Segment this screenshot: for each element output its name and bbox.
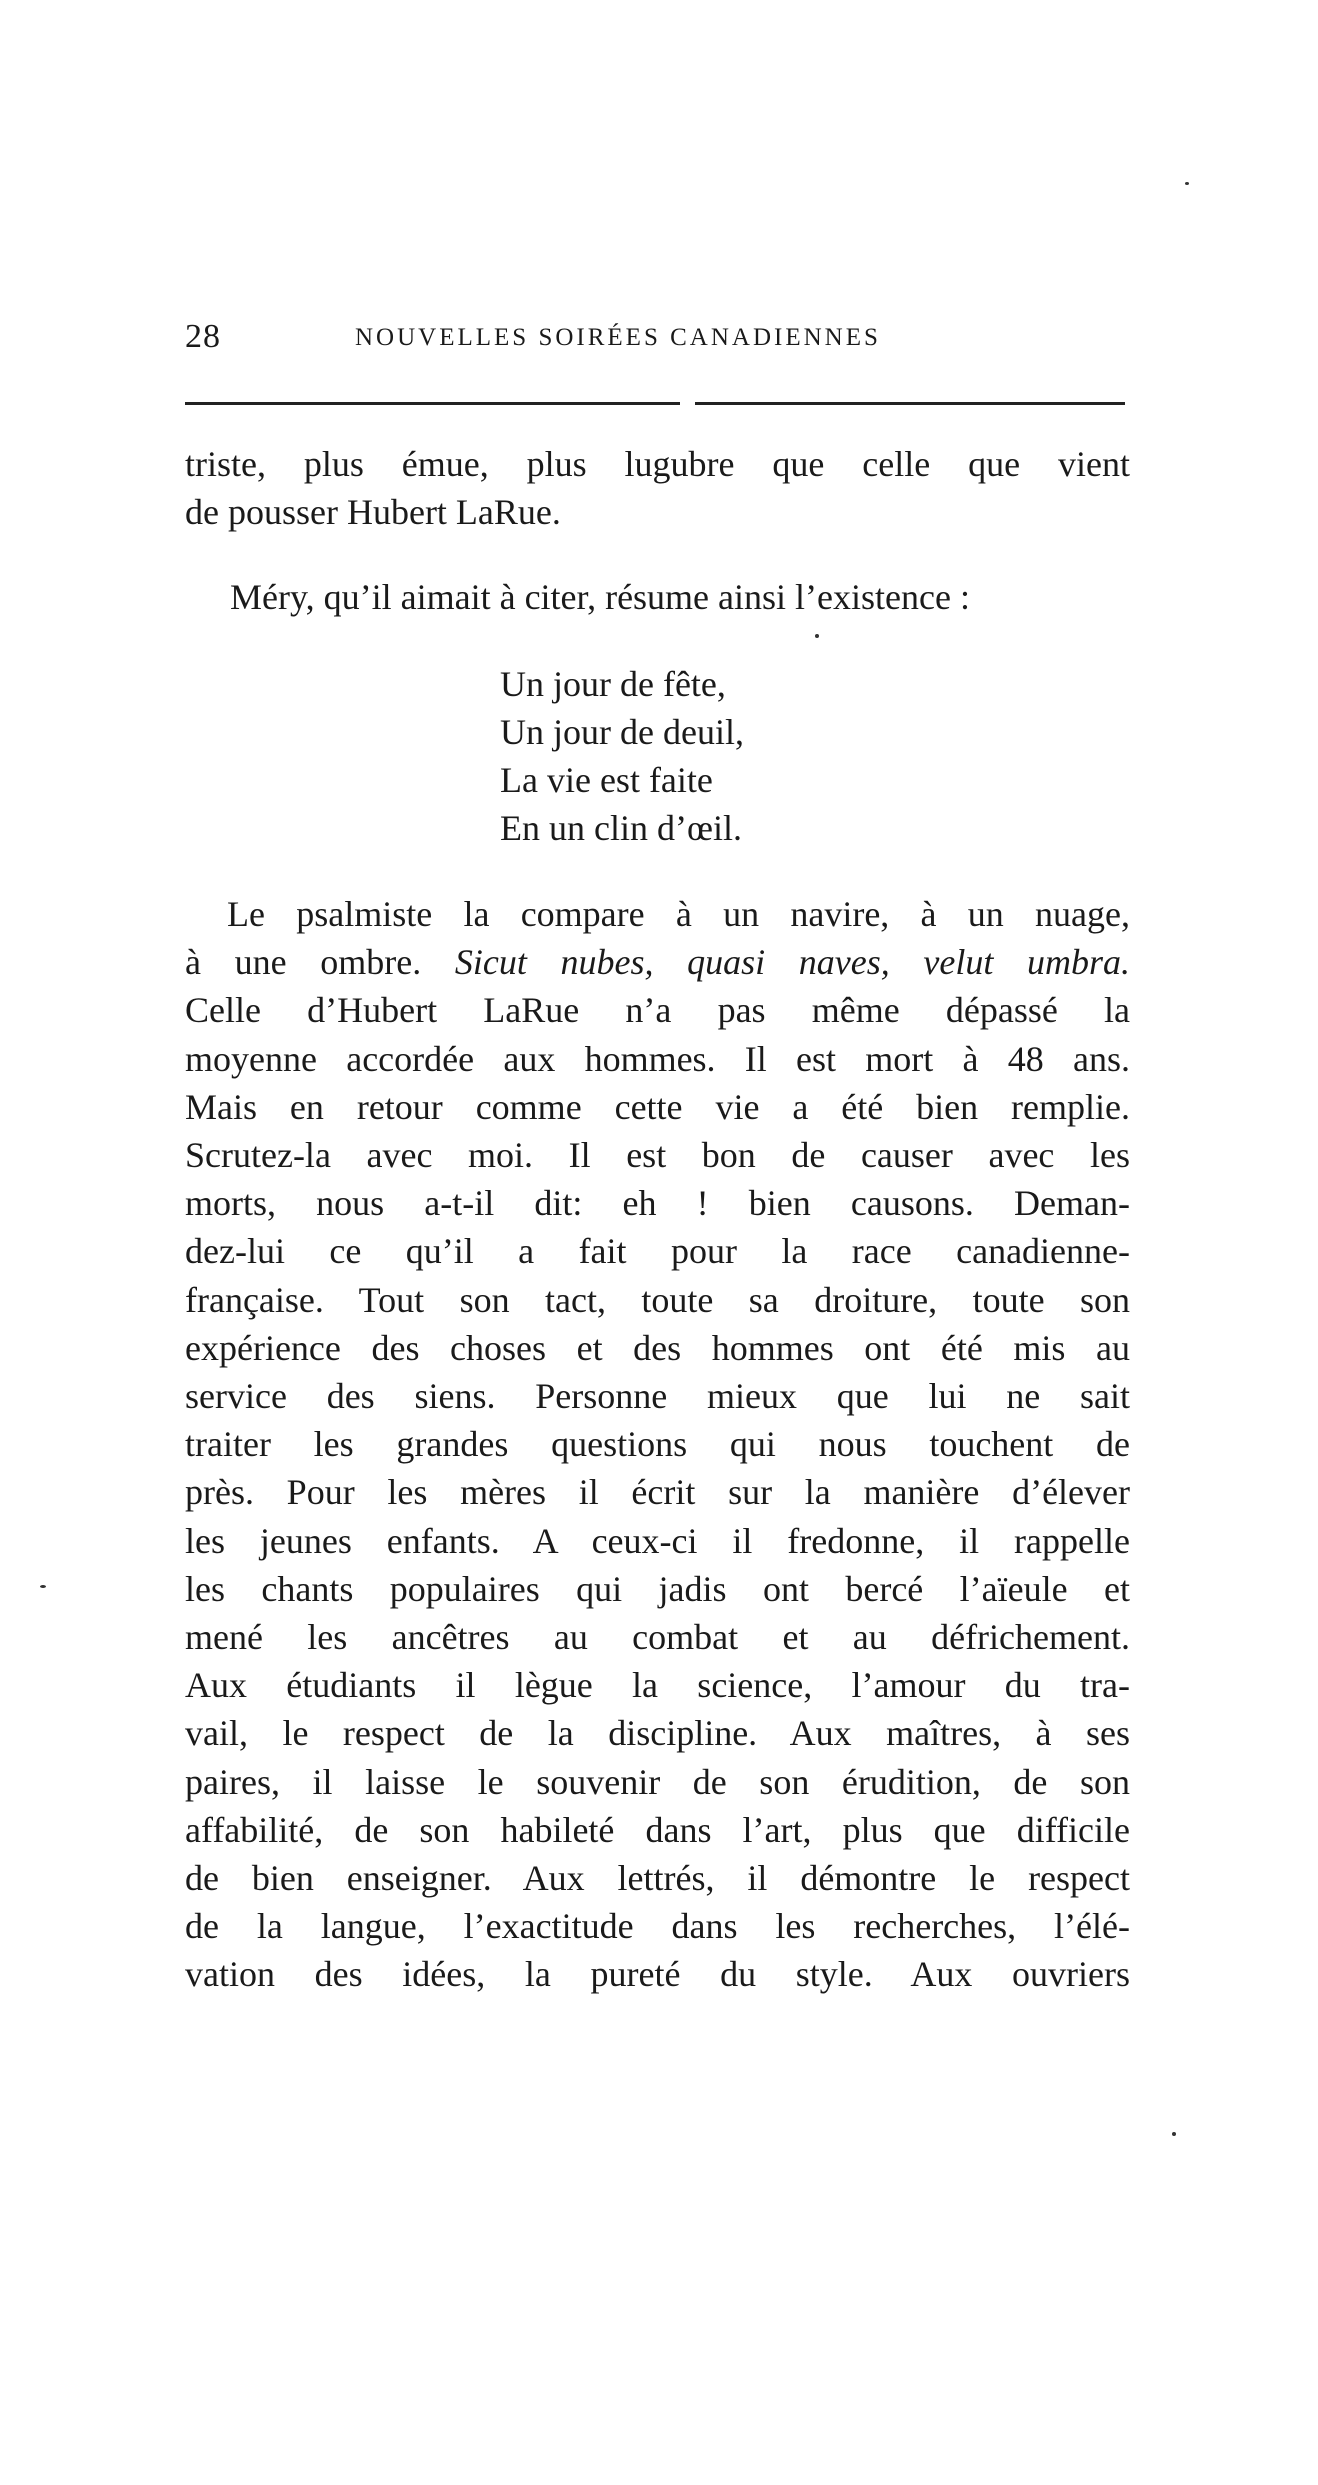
paragraph-3-line: près. Pour les mères il écrit sur la manière d’élever (185, 1472, 1130, 1513)
paragraph-3-line: Celle d’Hubert LaRue n’a pas même dépassé la (185, 990, 1130, 1031)
paragraph-3-line: mené les ancêtres au combat et au défrichement. (185, 1617, 1130, 1658)
page-speck (1172, 2132, 1176, 2136)
paragraph-3-line: moyenne accordée aux hommes. Il est mort à 48 ans. (185, 1038, 1130, 1079)
paragraph-3-lines (185, 986, 1130, 1998)
paragraph-3-line: les jeunes enfants. A ceux-ci il fredonne, il rappelle (185, 1520, 1130, 1561)
page-speck (815, 634, 819, 638)
paragraph-3-line: affabilité, de son habileté dans l’art, plus que difficile (185, 1809, 1130, 1850)
verse-quotation (500, 660, 900, 852)
paragraph-3-line-2 (185, 938, 1130, 986)
page-header (185, 318, 1130, 368)
running-head: NOUVELLES SOIRÉES CANADIENNES (355, 324, 881, 351)
paragraph-1-line-1: triste, plus émue, plus lugubre que celle que vient (185, 444, 1130, 484)
paragraph-3-line: Aux étudiants il lègue la science, l’amour du tra- (185, 1665, 1130, 1706)
paragraph-3-line-2-text: à une ombre. (185, 942, 455, 983)
verse-line-4: En un clin d’œil. (500, 808, 742, 848)
paragraph-3-line-1: Le psalmiste la compare à un navire, à un nuage, (227, 894, 1130, 934)
paragraph-3-line: de bien enseigner. Aux lettrés, il démontre le respect (185, 1858, 1130, 1899)
paragraph-1 (185, 440, 1130, 536)
paragraph-3-line: Mais en retour comme cette vie a été bien remplie. (185, 1086, 1130, 1127)
header-rule-left (185, 402, 680, 405)
verse-line-3: La vie est faite (500, 760, 713, 800)
paragraph-3-line: de la langue, l’exactitude dans les recherches, l’élé- (185, 1906, 1130, 1947)
paragraph-3-line: vation des idées, la pureté du style. Aux ouvriers (185, 1954, 1130, 1995)
paragraph-3-line: traiter les grandes questions qui nous touchent de (185, 1424, 1130, 1465)
page-number: 28 (185, 318, 221, 355)
paragraph-3-line: les chants populaires qui jadis ont bercé l’aïeule et (185, 1568, 1130, 1609)
page-speck (1185, 182, 1189, 185)
paragraph-3-line: paires, il laisse le souvenir de son érudition, de son (185, 1761, 1130, 1802)
verse-line-2: Un jour de deuil, (500, 712, 744, 752)
paragraph-3-line: service des siens. Personne mieux que lui ne sait (185, 1376, 1130, 1417)
verse-line-1: Un jour de fête, (500, 664, 726, 704)
latin-quotation: Sicut nubes, quasi naves, velut umbra. (454, 942, 1130, 983)
paragraph-1-line-2: de pousser Hubert LaRue. (185, 492, 561, 533)
paragraph-3-line: française. Tout son tact, toute sa droiture, toute son (185, 1279, 1130, 1320)
page-speck (40, 1585, 46, 1588)
paragraph-3-line: morts, nous a-t-il dit: eh ! bien causons. Deman- (185, 1183, 1130, 1224)
paragraph-2 (230, 573, 1130, 621)
paragraph-3 (185, 890, 1130, 1999)
paragraph-2-line-1: Méry, qu’il aimait à citer, résume ainsi l’existence : (230, 577, 970, 617)
paragraph-3-line: expérience des choses et des hommes ont été mis au (185, 1327, 1130, 1368)
header-rule-right (695, 402, 1125, 405)
paragraph-3-line: Scrutez-la avec moi. Il est bon de causer avec les (185, 1135, 1130, 1176)
paragraph-3-line: dez-lui ce qu’il a fait pour la race canadienne- (185, 1231, 1130, 1272)
paragraph-3-line: vail, le respect de la discipline. Aux maîtres, à ses (185, 1713, 1130, 1754)
